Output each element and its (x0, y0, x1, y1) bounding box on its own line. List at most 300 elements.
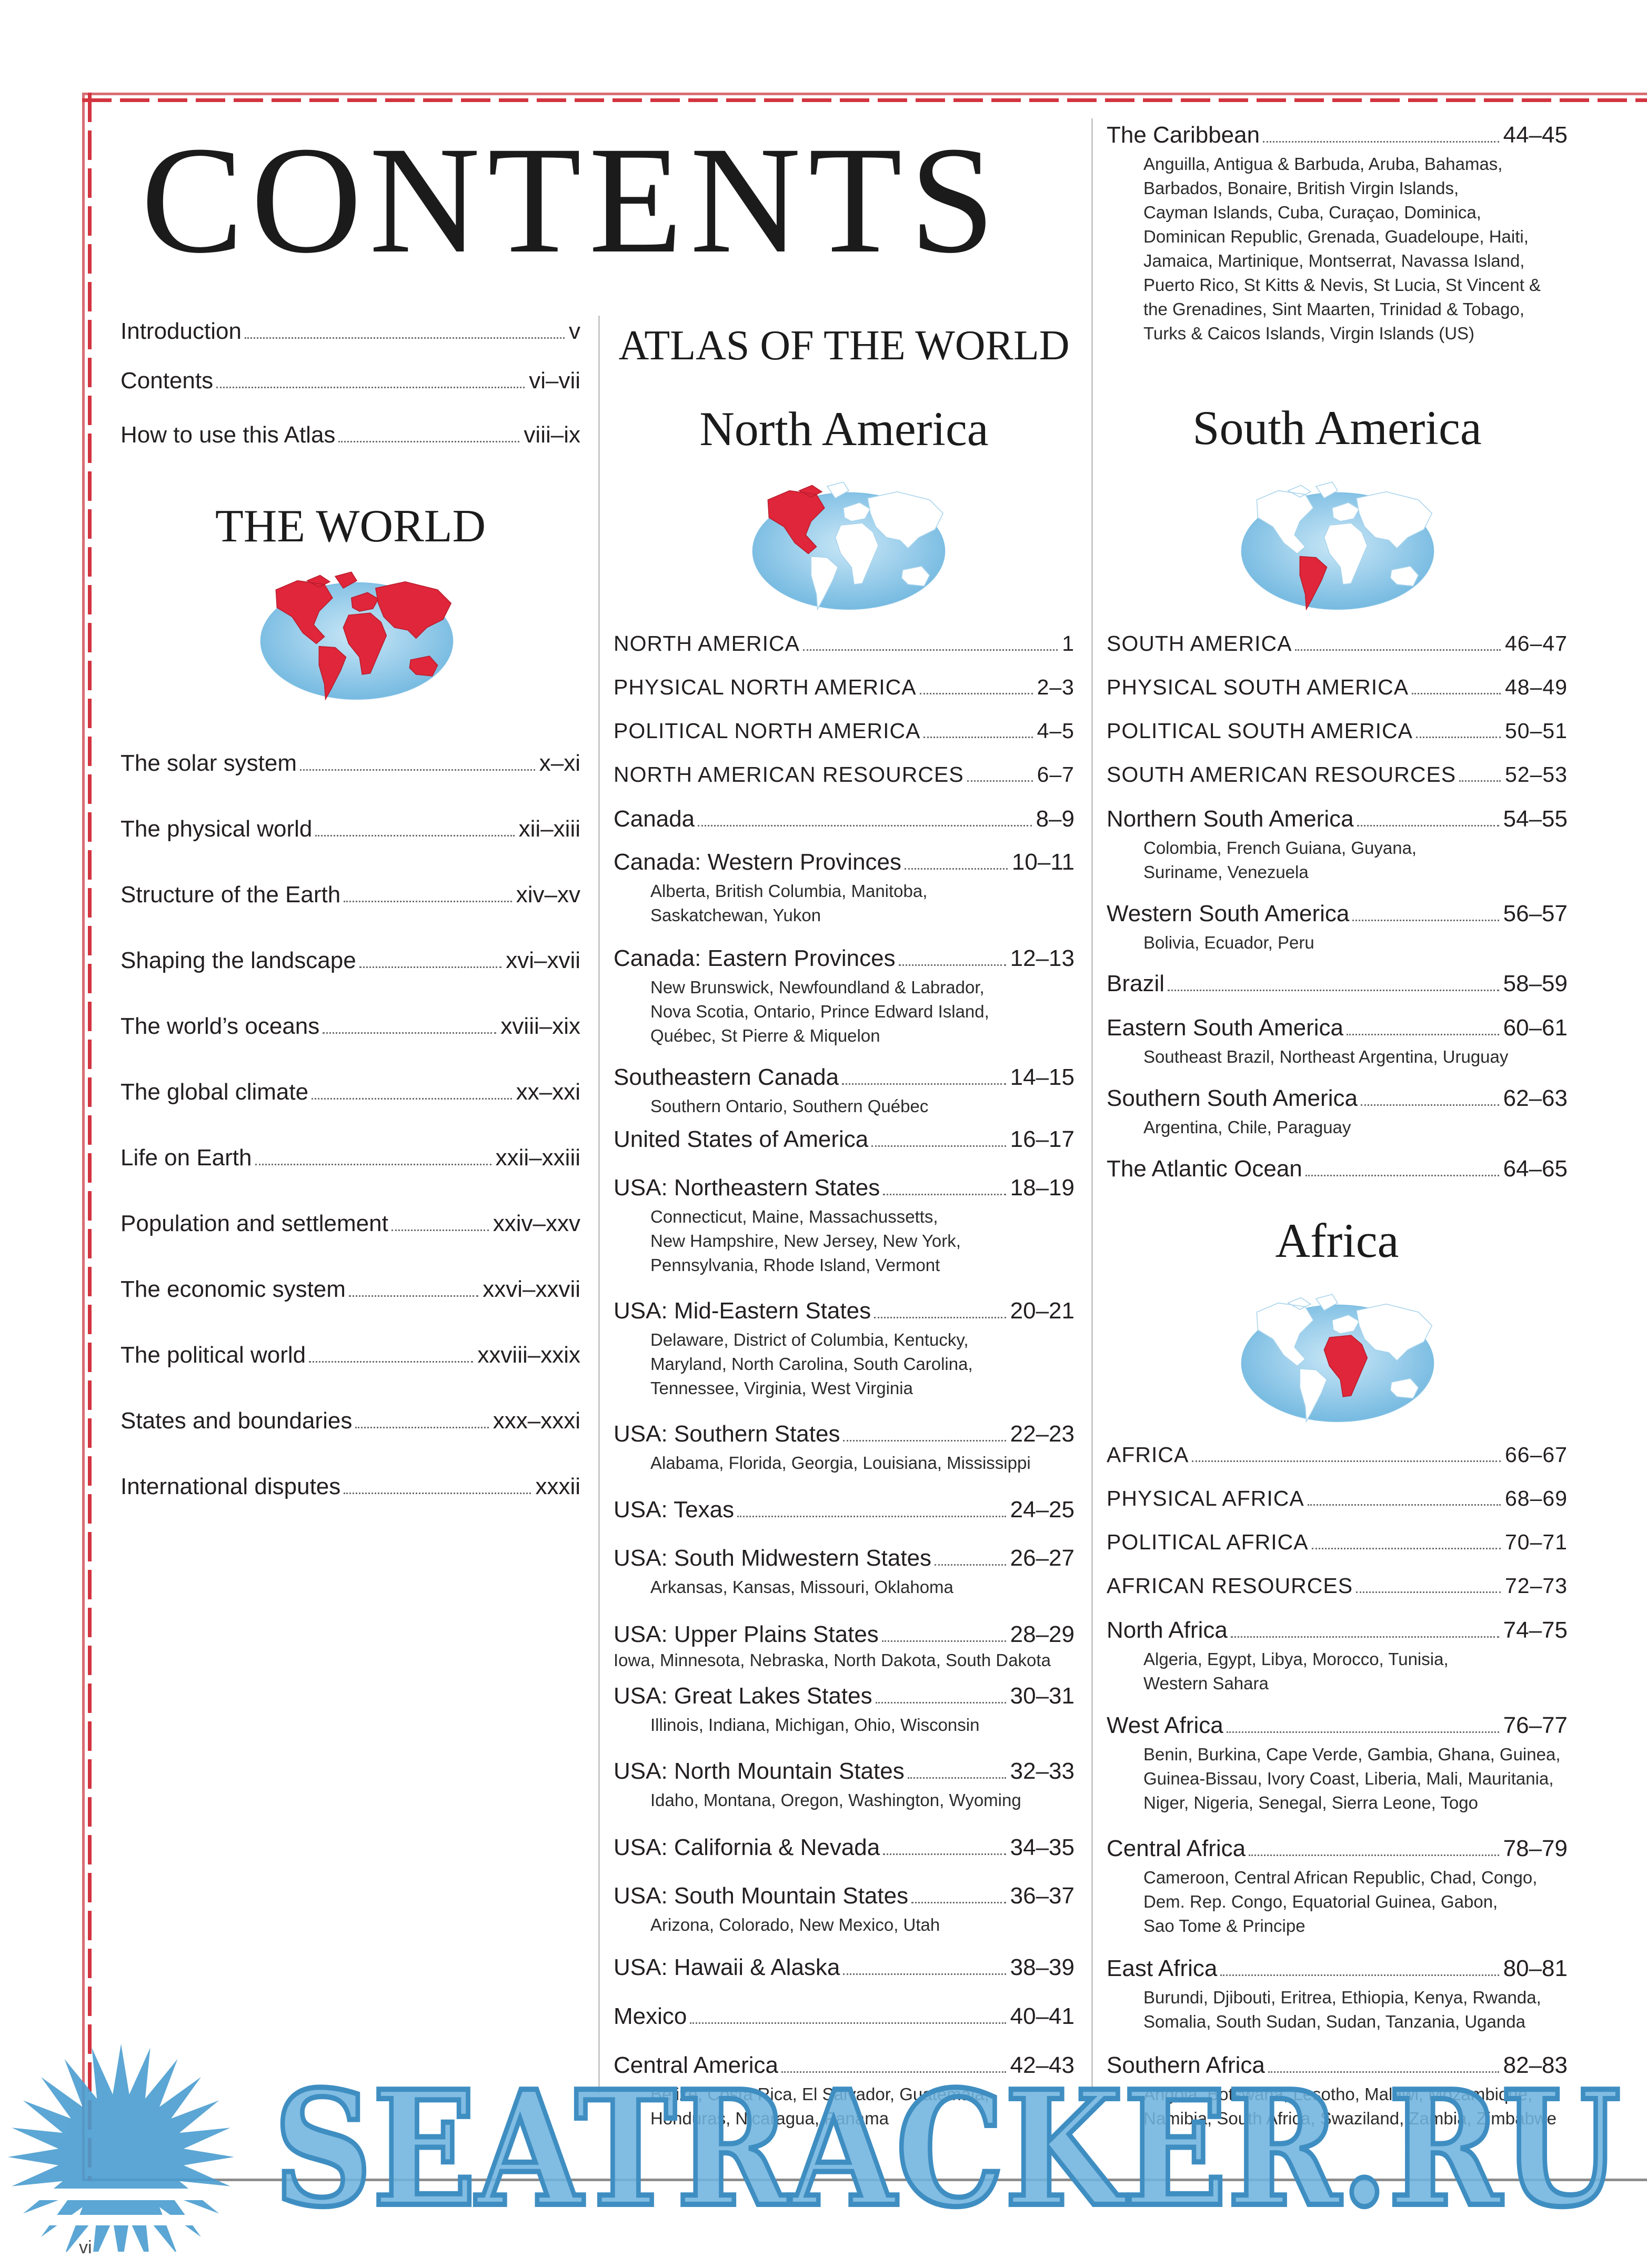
toc-entry-the-physical-world[interactable] (120, 818, 580, 841)
dot-leader (349, 1295, 478, 1297)
toc-entry-the-atlantic-ocean[interactable] (1107, 1157, 1568, 1181)
toc-entry-states-and-boundaries[interactable] (120, 1409, 580, 1433)
page-number: 54–55 (1503, 806, 1568, 832)
section-heading-the-world: THE WORLD (215, 501, 486, 552)
page-number: 32–33 (1010, 1758, 1074, 1784)
toc-entry-life-on-earth[interactable] (120, 1146, 580, 1170)
page-number: 78–79 (1503, 1836, 1568, 1861)
page-number: xii–xiii (518, 816, 580, 842)
page-number: 30–31 (1010, 1683, 1074, 1709)
dot-leader (1361, 1104, 1499, 1106)
toc-entry-mexico[interactable] (614, 2005, 1074, 2028)
toc-entry-usa-mid-eastern-states[interactable] (614, 1299, 1074, 1400)
toc-row (1107, 1157, 1568, 1181)
dot-leader (843, 1973, 1006, 1975)
entry-title: How to use this Atlas (120, 422, 336, 448)
entry-title: Mexico (614, 2003, 687, 2029)
dot-leader (1412, 693, 1501, 694)
toc-row (614, 1176, 1074, 1199)
toc-row (614, 1623, 1074, 1646)
entry-subtitle: Colombia, French Guiana, Guyana, Suriname, Venezuela (1143, 838, 1417, 882)
toc-row (614, 1128, 1074, 1151)
page-number: 16–17 (1010, 1126, 1074, 1152)
dot-leader (967, 780, 1033, 782)
dot-leader (923, 737, 1032, 738)
toc-row (120, 1212, 580, 1235)
toc-row (1107, 1087, 1568, 1110)
toc-entry-political-africa[interactable] (1107, 1531, 1568, 1553)
dot-leader (1231, 1636, 1499, 1638)
toc-entry-the-economic-system[interactable] (120, 1278, 580, 1301)
toc-entry-brazil[interactable] (1107, 972, 1568, 995)
entry-subtitle: Delaware, District of Columbia, Kentucky, Maryland, North Carolina, South Carolina, Tennessee, Virginia, West Virginia (650, 1330, 973, 1398)
entry-subtitle: Southeast Brazil, Northeast Argentina, Uruguay (1143, 1047, 1509, 1066)
entry-title: Shaping the landscape (120, 947, 356, 973)
dot-leader (216, 387, 525, 388)
toc-row (1107, 808, 1568, 831)
page-number: 72–73 (1504, 1574, 1568, 1598)
entry-title: Central Africa (1107, 1836, 1246, 1861)
toc-entry-usa-northeastern-states[interactable] (614, 1176, 1074, 1277)
page-number: 52–53 (1504, 762, 1568, 787)
page-number: 2–3 (1037, 675, 1074, 699)
toc-entry-central-africa[interactable] (1107, 1837, 1568, 1938)
world-map-icon (231, 566, 483, 717)
toc-entry-africa[interactable] (1107, 1444, 1568, 1466)
entry-title: USA: Upper Plains States (614, 1621, 879, 1647)
toc-row (120, 949, 580, 972)
page-number: 26–27 (1010, 1545, 1074, 1571)
toc-row (614, 947, 1074, 970)
dot-leader (300, 769, 535, 771)
entry-title: The world’s oceans (120, 1013, 320, 1039)
dot-leader (911, 1902, 1006, 1903)
toc-row (120, 1475, 580, 1498)
page-number: xxx–xxxi (493, 1408, 580, 1434)
dot-leader (842, 1083, 1006, 1085)
toc-entry-usa-south-midwestern-states[interactable] (614, 1547, 1074, 1599)
toc-entry-usa-southern-states[interactable] (614, 1423, 1074, 1475)
entry-title: SOUTH AMERICA (1107, 631, 1292, 656)
page-number: xxii–xxiii (495, 1145, 580, 1171)
toc-row (614, 633, 1074, 654)
page-number: 44–45 (1503, 122, 1568, 148)
toc-entry-physical-north-america[interactable] (614, 677, 1074, 698)
entry-title: The economic system (120, 1276, 346, 1302)
toc-entry-physical-south-america[interactable] (1107, 677, 1568, 698)
dot-leader (1220, 1974, 1499, 1976)
toc-entry-how-to-use-this-atlas[interactable] (120, 424, 580, 447)
entry-title: North Africa (1107, 1617, 1228, 1643)
toc-entry-canada-western-provinces[interactable] (614, 851, 1074, 928)
entry-title: Central America (614, 2052, 779, 2078)
toc-row (1107, 902, 1568, 925)
entry-title: USA: Hawaii & Alaska (614, 1954, 840, 1980)
toc-row (1107, 1619, 1568, 1642)
toc-entry-southeastern-canada[interactable] (614, 1066, 1074, 1118)
toc-row (614, 1547, 1074, 1570)
entry-subtitle: New Brunswick, Newfoundland & Labrador, Nova Scotia, Ontario, Prince Edward Island, Québec, St Pierre & Miquelon (650, 977, 989, 1045)
toc-entry-political-north-america[interactable] (614, 720, 1074, 742)
section-heading-south-america: South America (1192, 401, 1482, 455)
entry-title: The Atlantic Ocean (1107, 1156, 1302, 1182)
entry-title: USA: North Mountain States (614, 1758, 905, 1784)
page-number: xx–xxi (516, 1079, 580, 1105)
page-number: 64–65 (1503, 1156, 1568, 1182)
toc-entry-african-resources[interactable] (1107, 1575, 1568, 1597)
page-number: 50–51 (1504, 719, 1568, 743)
dot-leader (1347, 1034, 1499, 1035)
toc-row (1107, 720, 1568, 742)
dot-leader (935, 1564, 1006, 1566)
dot-leader (1416, 737, 1501, 738)
page-title: CONTENTS (141, 115, 1002, 285)
dot-leader (255, 1164, 491, 1165)
page-number: 66–67 (1504, 1443, 1568, 1467)
world-map-icon (723, 476, 975, 627)
toc-row (1107, 124, 1568, 147)
entry-subtitle: Algeria, Egypt, Libya, Morocco, Tunisia, Western Sahara (1143, 1649, 1449, 1693)
toc-entry-usa-south-mountain-states[interactable] (614, 1884, 1074, 1937)
entry-title: AFRICAN RESOURCES (1107, 1574, 1353, 1598)
entry-subtitle: Burundi, Djibouti, Eritrea, Ethiopia, Kenya, Rwanda, Somalia, South Sudan, Sudan, Tanzania, Uganda (1143, 1988, 1541, 2031)
toc-row (614, 720, 1074, 742)
column-divider (598, 316, 600, 2094)
toc-entry-united-states-of-america[interactable] (614, 1128, 1074, 1151)
toc-row (614, 808, 1074, 831)
toc-entry-south-american-resources[interactable] (1107, 764, 1568, 785)
page-number: xiv–xv (516, 882, 580, 908)
toc-row (1107, 677, 1568, 698)
dot-leader (309, 1361, 473, 1363)
entry-title: USA: South Mountain States (614, 1883, 909, 1909)
toc-entry-usa-north-mountain-states[interactable] (614, 1760, 1074, 1812)
dot-leader (359, 966, 502, 968)
toc-entry-usa-texas[interactable] (614, 1498, 1074, 1521)
dot-leader (344, 1493, 531, 1494)
toc-entry-north-america[interactable] (614, 633, 1074, 654)
toc-row (614, 1836, 1074, 1859)
entry-title: USA: Texas (614, 1497, 735, 1523)
toc-entry-canada[interactable] (614, 808, 1074, 831)
dot-leader (1459, 780, 1501, 782)
page-number: 74–75 (1503, 1617, 1568, 1643)
dot-leader (245, 337, 565, 339)
dot-leader (1227, 1731, 1499, 1733)
entry-title: USA: Great Lakes States (614, 1683, 872, 1709)
dot-leader (803, 649, 1058, 651)
toc-entry-physical-africa[interactable] (1107, 1488, 1568, 1509)
world-map-icon (1212, 476, 1463, 627)
toc-row (120, 424, 580, 447)
world-map-icon (1212, 1288, 1463, 1439)
entry-subtitle: Connecticut, Maine, Massachussetts, New Hampshire, New Jersey, New York, Pennsylvania, Rhode Island, Vermont (650, 1207, 961, 1275)
watermark-text: SEATRACKER.RU (274, 2056, 1621, 2242)
dot-leader (871, 1145, 1006, 1147)
dot-leader (883, 1853, 1006, 1855)
dot-leader (876, 1702, 1006, 1703)
entry-subtitle: Arizona, Colorado, New Mexico, Utah (650, 1915, 940, 1934)
toc-row (614, 1066, 1074, 1089)
dot-leader (690, 2022, 1006, 2024)
toc-row (614, 1299, 1074, 1323)
dot-leader (737, 1516, 1006, 1517)
entry-title: The solar system (120, 750, 297, 776)
page-number: 12–13 (1010, 945, 1074, 971)
entry-title: The Caribbean (1107, 122, 1260, 148)
entry-title: Population and settlement (120, 1211, 388, 1236)
page-number: 76–77 (1503, 1712, 1568, 1738)
toc-row (120, 1146, 580, 1170)
toc-entry-usa-upper-plains-states[interactable] (614, 1623, 1074, 1672)
dot-leader (1357, 825, 1499, 826)
entry-title: Southeastern Canada (614, 1064, 839, 1090)
toc-row (120, 752, 580, 775)
toc-entry-shaping-the-landscape[interactable] (120, 949, 580, 972)
entry-title: AFRICA (1107, 1443, 1189, 1467)
dot-leader (1352, 920, 1499, 921)
page-number: 6–7 (1037, 762, 1074, 787)
entry-subtitle: Bolivia, Ecuador, Peru (1143, 933, 1314, 952)
entry-subtitle: Idaho, Montana, Oregon, Washington, Wyoming (650, 1790, 1021, 1810)
entry-title: POLITICAL AFRICA (1107, 1530, 1309, 1554)
page-number: vi–vii (529, 368, 580, 394)
toc-row (1107, 764, 1568, 785)
toc-row (120, 1278, 580, 1301)
page-number: 80–81 (1503, 1955, 1568, 1981)
dot-leader (1305, 1175, 1499, 1176)
toc-row (1107, 1531, 1568, 1553)
page-number: 34–35 (1010, 1834, 1074, 1860)
page-number: xvi–xvii (506, 947, 580, 973)
dot-leader (1312, 1548, 1501, 1549)
dot-leader (1192, 1460, 1501, 1462)
toc-entry-the-solar-system[interactable] (120, 752, 580, 775)
dot-leader (323, 1032, 496, 1034)
toc-entry-population-and-settlement[interactable] (120, 1212, 580, 1235)
toc-row (120, 1015, 580, 1038)
toc-row (120, 1081, 580, 1104)
dot-leader (899, 964, 1006, 966)
toc-row (1107, 1837, 1568, 1860)
page-number: 48–49 (1504, 675, 1568, 699)
entry-title: Introduction (120, 318, 242, 344)
toc-entry-canada-eastern-provinces[interactable] (614, 947, 1074, 1048)
entry-subtitle: Iowa, Minnesota, Nebraska, North Dakota, South Dakota (614, 1650, 1051, 1670)
entry-title: Southern South America (1107, 1085, 1358, 1111)
toc-entry-contents[interactable] (120, 369, 580, 392)
dot-leader (908, 1777, 1006, 1779)
entry-title: Life on Earth (120, 1145, 252, 1171)
entry-title: POLITICAL NORTH AMERICA (614, 719, 921, 743)
toc-row (614, 677, 1074, 698)
dot-leader (391, 1229, 489, 1231)
entry-subtitle: Alabama, Florida, Georgia, Louisiana, Mississippi (650, 1453, 1031, 1473)
page-number: 62–63 (1503, 1085, 1568, 1111)
page-number: 4–5 (1037, 719, 1074, 743)
page-number: 60–61 (1503, 1015, 1568, 1041)
toc-entry-usa-great-lakes-states[interactable] (614, 1685, 1074, 1737)
toc-row (1107, 1714, 1568, 1737)
entry-subtitle: Cameroon, Central African Republic, Chad, Congo, Dem. Rep. Congo, Equatorial Guinea, Gabon, Sao Tome & Principe (1143, 1868, 1538, 1936)
toc-entry-the-global-climate[interactable] (120, 1081, 580, 1104)
page-number: 8–9 (1036, 806, 1074, 832)
dot-leader (1295, 649, 1501, 651)
folio: vi (79, 2237, 92, 2257)
toc-entry-northern-south-america[interactable] (1107, 808, 1568, 884)
toc-entry-the-caribbean[interactable] (1107, 124, 1568, 346)
toc-entry-north-africa[interactable] (1107, 1619, 1568, 1696)
toc-row (614, 1498, 1074, 1521)
toc-row (120, 1409, 580, 1433)
toc-row (614, 1423, 1074, 1446)
dot-leader (905, 868, 1008, 870)
sun-logo-icon (0, 2044, 253, 2252)
dot-leader (315, 835, 514, 836)
toc-row (1107, 633, 1568, 654)
dot-leader (843, 1440, 1006, 1442)
entry-title: Western South America (1107, 901, 1350, 926)
entry-title: USA: Mid-Eastern States (614, 1298, 871, 1324)
dot-leader (883, 1194, 1006, 1195)
toc-entry-western-south-america[interactable] (1107, 902, 1568, 955)
entry-subtitle: Alberta, British Columbia, Manitoba, Saskatchewan, Yukon (650, 881, 928, 925)
entry-subtitle: Anguilla, Antigua & Barbuda, Aruba, Bahamas, Barbados, Bonaire, British Virgin Islands, Cayman Islands, Cuba, Curaçao, Dominica, Dominican Republic, Grenada, Guadeloupe, Haiti, Jamaica, Martinique, Montserrat, Navassa Island, Puerto Rico, St Kitts & Nevis, St Lucia, St Vincent & the Grenadines, Sint Maarten, Trinidad & Tobago, Turks & Caicos Islands, Virgin Islands (US) (1143, 154, 1541, 343)
dot-leader (874, 1317, 1006, 1318)
entry-title: PHYSICAL NORTH AMERICA (614, 675, 917, 699)
page-number: xxxii (535, 1474, 580, 1499)
toc-row (614, 1760, 1074, 1783)
toc-entry-usa-hawaii-alaska[interactable] (614, 1956, 1074, 1979)
page-number: xxviii–xxix (477, 1342, 580, 1368)
entry-title: SOUTH AMERICAN RESOURCES (1107, 762, 1457, 787)
entry-title: Northern South America (1107, 806, 1354, 832)
dot-leader (920, 693, 1033, 694)
dot-leader (1263, 141, 1499, 143)
entry-title: Canada: Eastern Provinces (614, 945, 896, 971)
toc-row (1107, 1016, 1568, 1040)
entry-title: PHYSICAL SOUTH AMERICA (1107, 675, 1409, 699)
toc-entry-south-america[interactable] (1107, 633, 1568, 654)
entry-subtitle: Arkansas, Kansas, Missouri, Oklahoma (650, 1577, 953, 1597)
toc-row (120, 369, 580, 392)
dot-leader (1308, 1504, 1501, 1506)
entry-title: Canada (614, 806, 695, 832)
toc-entry-international-disputes[interactable] (120, 1475, 580, 1498)
dot-leader (338, 441, 519, 442)
page-number: viii–ix (524, 422, 580, 448)
toc-entry-west-africa[interactable] (1107, 1714, 1568, 1815)
toc-row (1107, 972, 1568, 995)
dot-leader (1168, 990, 1499, 991)
toc-entry-political-south-america[interactable] (1107, 720, 1568, 742)
entry-title: PHYSICAL AFRICA (1107, 1486, 1304, 1510)
page-number: 20–21 (1010, 1298, 1074, 1324)
toc-entry-southern-south-america[interactable] (1107, 1087, 1568, 1140)
entry-subtitle: Belize, Costa Rica, El Salvador, Guatemala, Honduras, Nicaragua, Panama (650, 2084, 989, 2128)
page-number: 1 (1062, 631, 1074, 656)
page-number: xxvi–xxvii (483, 1276, 580, 1302)
entry-title: The global climate (120, 1079, 309, 1105)
page-number: 70–71 (1504, 1530, 1568, 1554)
page-number: 82–83 (1503, 2052, 1568, 2078)
entry-subtitle: Argentina, Chile, Paraguay (1143, 1117, 1351, 1137)
entry-title: Contents (120, 368, 214, 394)
section-heading-africa: Africa (1275, 1214, 1399, 1267)
page-number: 42–43 (1010, 2052, 1074, 2078)
toc-entry-eastern-south-america[interactable] (1107, 1016, 1568, 1069)
entry-title: POLITICAL SOUTH AMERICA (1107, 719, 1413, 743)
entry-title: United States of America (614, 1126, 869, 1152)
page-number: 38–39 (1010, 1954, 1074, 1980)
page-number: 10–11 (1011, 849, 1074, 875)
toc-entry-introduction[interactable] (120, 320, 580, 343)
toc-entry-east-africa[interactable] (1107, 1957, 1568, 2034)
toc-row (614, 2005, 1074, 2028)
page-number: 14–15 (1010, 1064, 1074, 1090)
toc-row (120, 818, 580, 841)
page-number: 56–57 (1503, 901, 1568, 926)
section-heading-north-america: North America (699, 402, 989, 456)
entry-title: West Africa (1107, 1712, 1223, 1738)
entry-title: NORTH AMERICAN RESOURCES (614, 762, 964, 787)
dot-leader (1356, 1591, 1501, 1593)
entry-title: Eastern South America (1107, 1015, 1344, 1041)
toc-row (120, 320, 580, 343)
page-number: 22–23 (1010, 1421, 1074, 1447)
entry-subtitle: Illinois, Indiana, Michigan, Ohio, Wisconsin (650, 1715, 980, 1735)
page-number: 68–69 (1504, 1486, 1568, 1510)
toc-row (614, 764, 1074, 785)
toc-row (120, 883, 580, 906)
toc-row (614, 1884, 1074, 1908)
toc-entry-structure-of-the-earth[interactable] (120, 883, 580, 906)
toc-entry-the-political-world[interactable] (120, 1344, 580, 1367)
toc-entry-the-world-s-oceans[interactable] (120, 1015, 580, 1038)
page-number: 18–19 (1010, 1175, 1074, 1201)
dot-leader (1249, 1854, 1499, 1856)
page-number: xxiv–xxv (493, 1211, 580, 1236)
entry-title: The political world (120, 1342, 306, 1368)
page-number: v (569, 318, 580, 344)
toc-entry-usa-california-nevada[interactable] (614, 1836, 1074, 1859)
toc-entry-north-american-resources[interactable] (614, 764, 1074, 785)
entry-subtitle: Benin, Burkina, Cape Verde, Gambia, Ghana, Guinea, Guinea-Bissau, Ivory Coast, Liberia, Mali, Mauritania, Niger, Nigeria, Senegal, Sierra Leone, Togo (1143, 1745, 1561, 1812)
dot-leader (344, 901, 512, 902)
entry-title: Canada: Western Provinces (614, 849, 902, 875)
page-number: x–xi (539, 750, 580, 776)
toc-row (614, 851, 1074, 874)
dot-leader (698, 825, 1031, 826)
entry-title: USA: Southern States (614, 1421, 840, 1447)
dot-leader (882, 1640, 1006, 1642)
page-number: 58–59 (1503, 971, 1568, 996)
entry-title: The physical world (120, 816, 313, 842)
page-number: xviii–xix (500, 1013, 580, 1039)
toc-row (614, 1956, 1074, 1979)
entry-title: States and boundaries (120, 1408, 353, 1434)
entry-title: Structure of the Earth (120, 882, 341, 908)
entry-title: Brazil (1107, 971, 1165, 996)
entry-title: East Africa (1107, 1955, 1218, 1981)
column-divider (1091, 118, 1093, 2094)
page-number: 36–37 (1010, 1883, 1074, 1909)
toc-row (120, 1344, 580, 1367)
entry-title: USA: California & Nevada (614, 1834, 880, 1860)
atlas-heading: ATLAS OF THE WORLD (618, 322, 1070, 369)
entry-subtitle: Angola, Botswana, Lesotho, Malawi, Mozambique, Namibia, South Africa, Swaziland, Zambia, Zimbabwe (1143, 2084, 1557, 2128)
page-number: 46–47 (1504, 631, 1568, 656)
